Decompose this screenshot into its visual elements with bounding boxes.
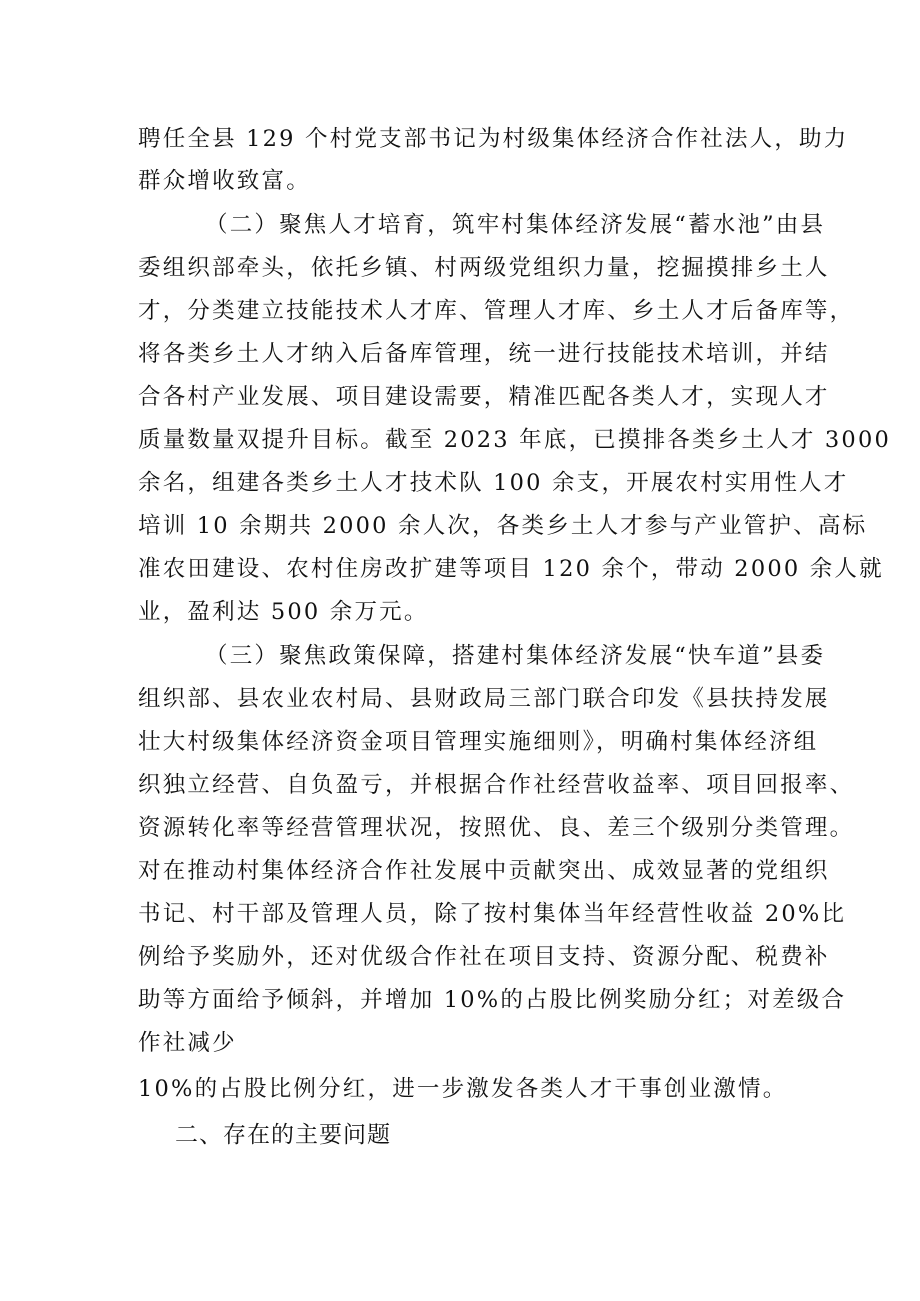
text-line: 才，分类建立技能技术人才库、管理人才库、乡土人才后备库等， — [138, 298, 855, 324]
text-line: 作社减少 — [138, 1030, 237, 1056]
text-line: 准农田建设、农村住房改扩建等项目 120 余个，带动 2000 余人就 — [138, 556, 884, 582]
text-line: 对在推动村集体经济合作社发展中贡献突出、成效显著的党组织 — [138, 858, 830, 884]
text-line: 织独立经营、自负盈亏，并根据合作社经营收益率、项目回报率、 — [138, 772, 855, 798]
text-line: 培训 10 余期共 2000 余人次，各类乡土人才参与产业管护、高标 — [138, 513, 868, 539]
text-line: 助等方面给予倾斜，并增加 10%的占股比例奖励分红；对差级合 — [138, 987, 847, 1013]
section-3-heading-line: （三）聚焦政策保障，搭建村集体经济发展“快车道”县委 — [205, 643, 826, 669]
text-line: 例给予奖励外，还对优级合作社在项目支持、资源分配、税费补 — [138, 944, 830, 970]
text-line: 委组织部牵头，依托乡镇、村两级党组织力量，挖掘摸排乡土人 — [138, 255, 830, 281]
text-line: 业，盈利达 500 余万元。 — [138, 599, 429, 625]
text-line: 将各类乡土人才纳入后备库管理，统一进行技能技术培训，并结 — [138, 341, 830, 367]
text-line: 资源转化率等经营管理状况，按照优、良、差三个级别分类管理。 — [138, 815, 855, 841]
text-line: 质量数量双提升目标。截至 2023 年底，已摸排各类乡土人才 3000 — [138, 427, 891, 453]
text-line: 书记、村干部及管理人员，除了按村集体当年经营性收益 20%比 — [138, 901, 847, 927]
text-line: 合各村产业发展、项目建设需要，精准匹配各类人才，实现人才 — [138, 384, 830, 410]
text-line: 余名，组建各类乡土人才技术队 100 余支，开展农村实用性人才 — [138, 470, 849, 496]
section-heading: 二、存在的主要问题 — [175, 1122, 391, 1148]
text-line: 10%的占股比例分红，进一步激发各类人才干事创业激情。 — [138, 1076, 788, 1102]
text-line: 组织部、县农业农村局、县财政局三部门联合印发《县扶持发展 — [138, 686, 830, 712]
text-line: 聘任全县 129 个村党支部书记为村级集体经济合作社法人，助力 — [138, 126, 849, 152]
section-2-heading-line: （二）聚焦人才培育，筑牢村集体经济发展“蓄水池”由县 — [205, 212, 826, 238]
text-line: 群众增收致富。 — [138, 168, 311, 194]
text-line: 壮大村级集体经济资金项目管理实施细则》，明确村集体经济组 — [138, 729, 819, 755]
